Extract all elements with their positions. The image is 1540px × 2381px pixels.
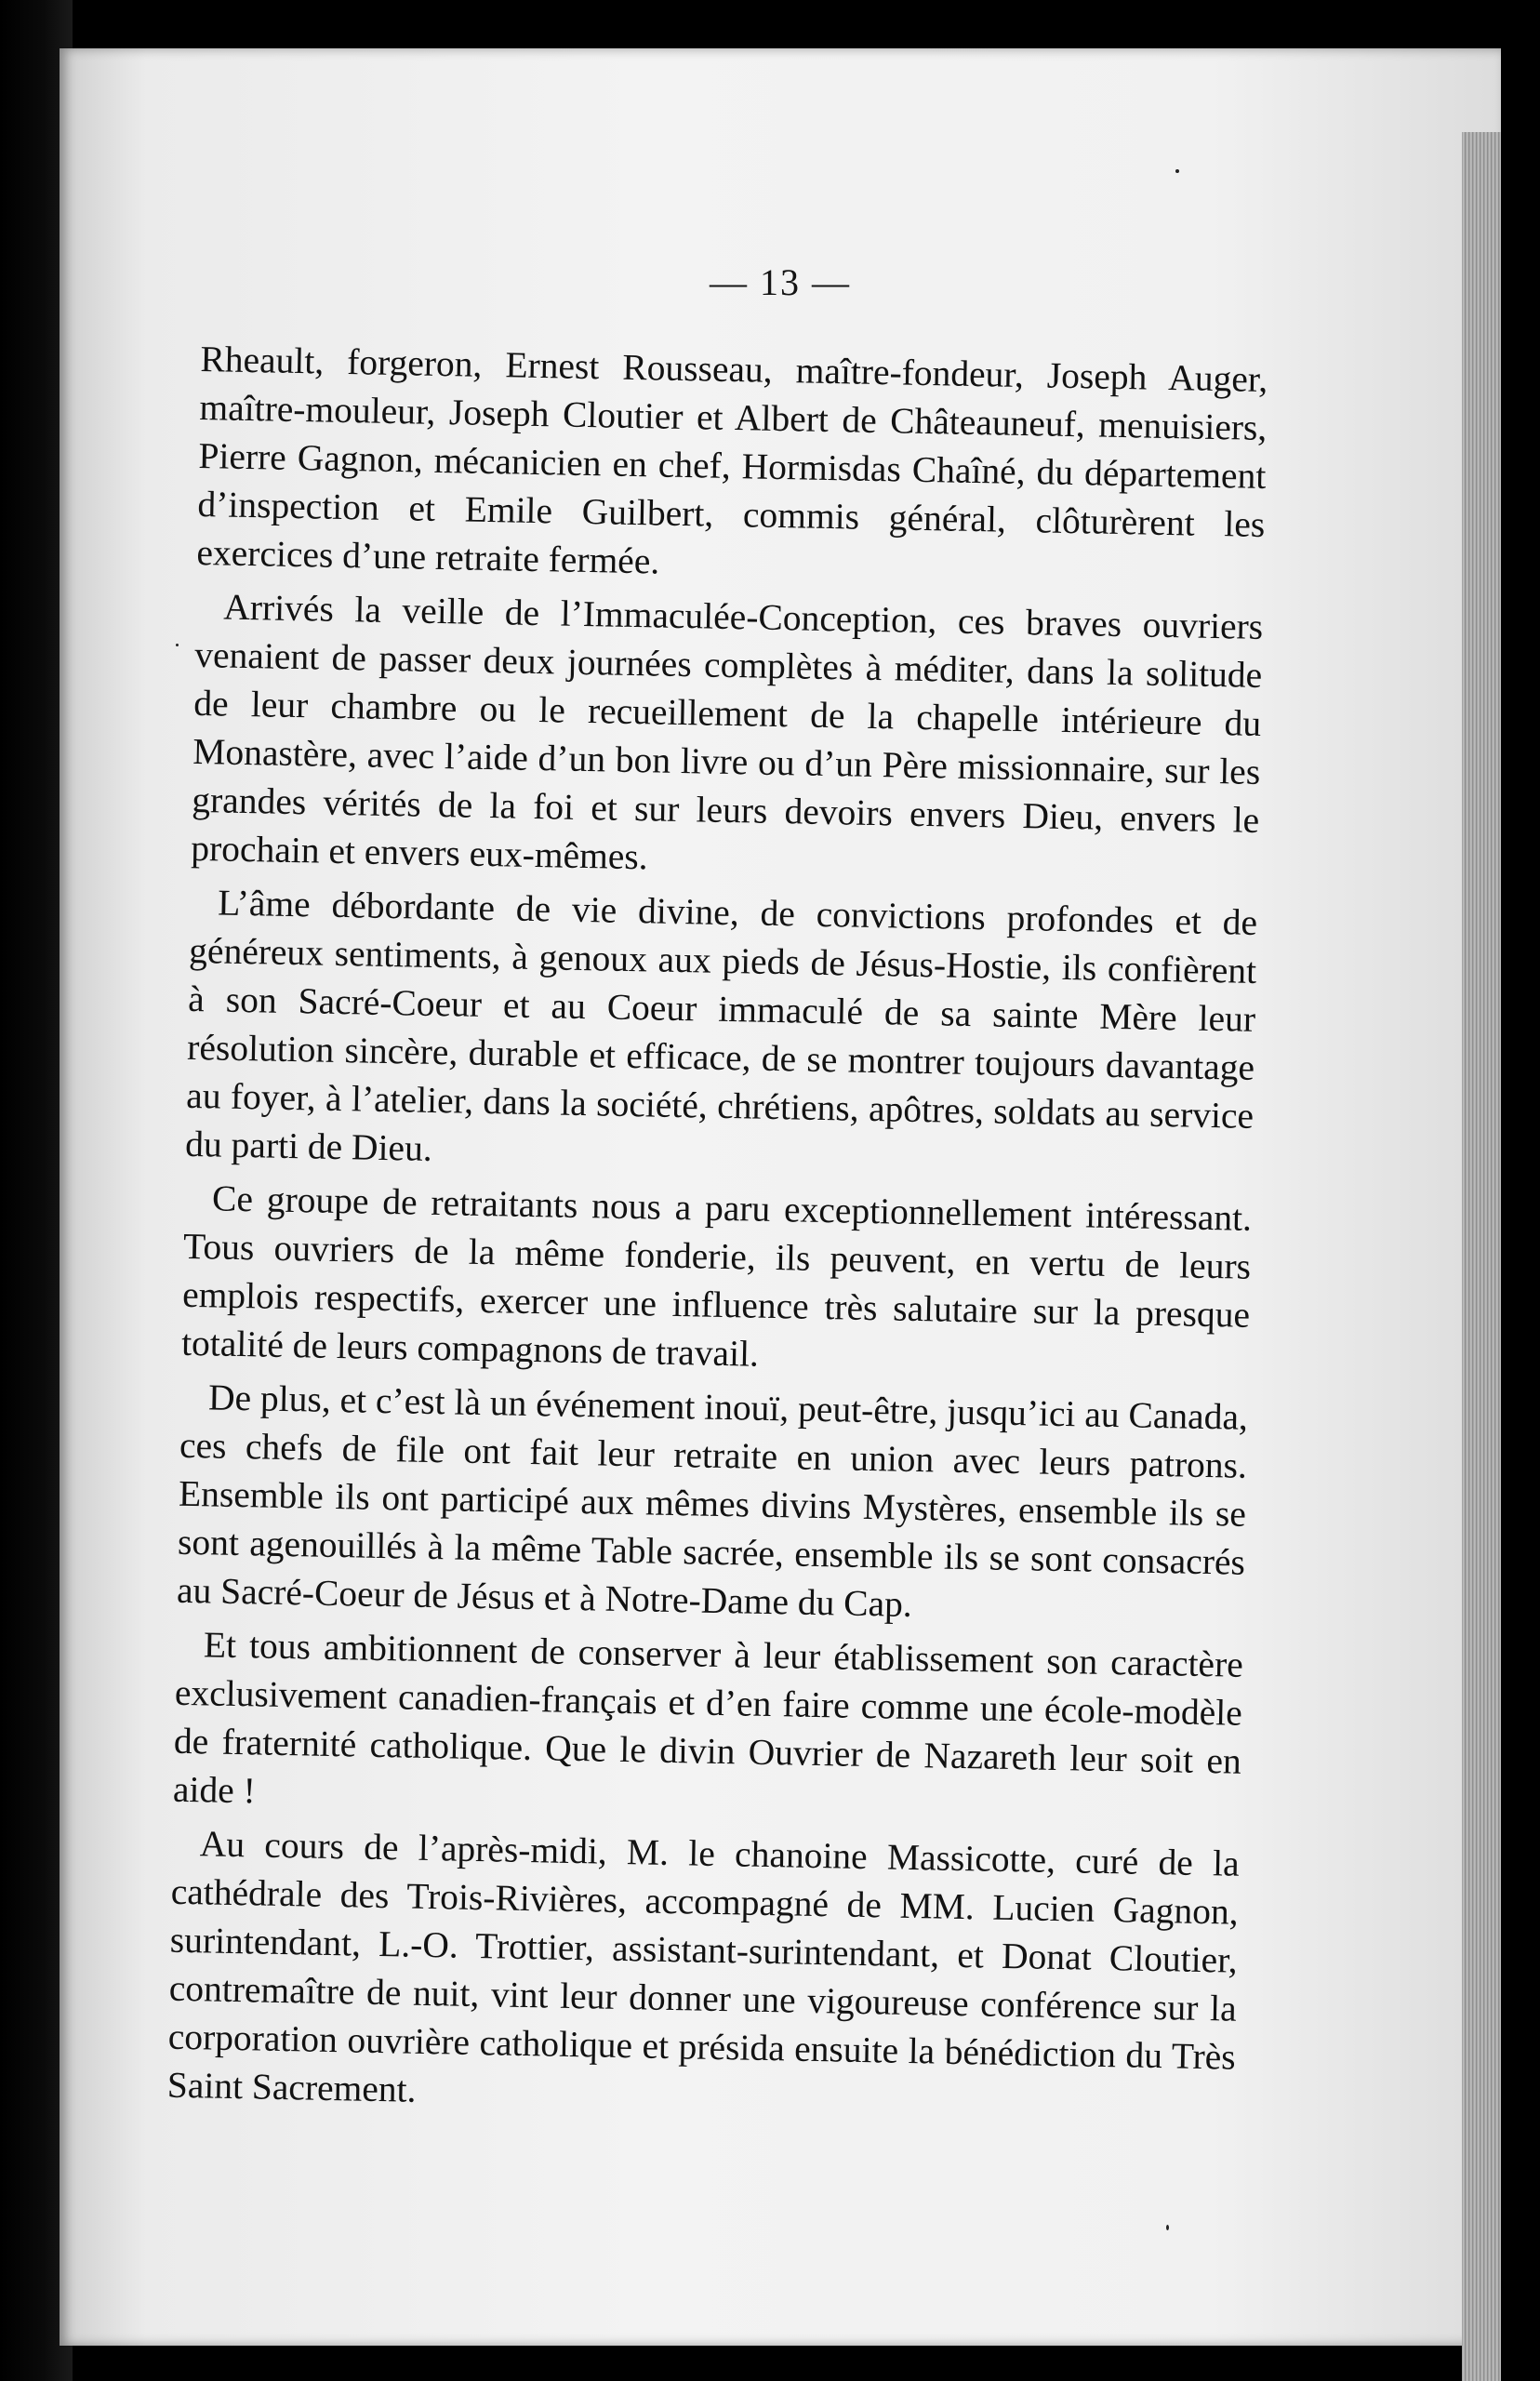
dust-speck [176,644,179,646]
paragraph-7: Au cours de l’après-midi, M. le chanoine Massicotte, curé de la cathédrale des Trois-Rivières, accompagné de MM. Lucien Gagnon, surintendant, L.-O. Trottier, assistant-surintendant, et Donat Cloutier, contremaître de nuit, vint leur donner une vigoureuse conférence sur la corporation ouvrière catholique et présida ensuite la bénédiction du Très Saint Sacrement. [166,1823,1241,2110]
page-number: — 13 — [710,261,851,303]
paragraph-5: De plus, et c’est là un événement inouï, peut-être, jusqu’ici au Canada, ces chefs de file ont fait leur retraite en union avec leurs patrons. Ensemble ils ont participé aux mêmes divins Mystères, ensemble ils se sont agenouillés à la même Table sacrée, ensemble ils se sont consacrés au Sacré-Coeur de Jésus et à Notre-Dame du Cap. [176,1377,1249,1625]
paragraph-6: Et tous ambitionnent de conserver à leur établissement son caractère exclusivement canadien-français et d’en faire comme une école-modèle de fraternité catholique. Que le divin Ouvrier de Nazareth leur soit en aide ! [172,1624,1244,1812]
paragraph-2: Arrivés la veille de l’Immaculée-Conception, ces braves ouvriers venaient de passer deux journées complètes à méditer, dans la solitude de leur chambre ou le recueillement de la chapelle intérieure du Monastère, avec l’aide d’un bon livre ou d’un Père missionnaire, sur les grandes vérités de la foi et sur leurs devoirs envers Dieu, envers le prochain et envers eux-mêmes. [190,586,1264,878]
paragraph-1: Rheault, forgeron, Ernest Rousseau, maître-fondeur, Joseph Auger, maître-mouleur, Joseph Cloutier et Albert de Châteauneuf, menuisiers, Pierre Gagnon, mécanicien en chef, Hormisdas Chaîné, du département d’inspection et Emile Guilbert, commis général, clôturèrent les exercices d’une retraite fermée. [196,338,1268,582]
page-stack-edge [1462,132,1501,2381]
body-text [166,335,1268,2135]
book-page [60,48,1501,2346]
paragraph-3: L’âme débordante de vie divine, de convictions profondes et de généreux sentiments, à genoux aux pieds de Jésus-Hostie, ils confièrent à son Sacré-Coeur et au Coeur immaculé de sa sainte Mère leur résolution sincère, durable et efficace, de se montrer toujours davantage au foyer, à l’atelier, dans la société, chrétiens, apôtres, soldats au service du parti de Dieu. [184,882,1258,1169]
paragraph-4: Ce groupe de retraitants nous a paru exceptionnellement intéressant. Tous ouvriers de la même fonderie, ils peuvent, en vertu de leurs emplois respectifs, exercer une influence très salutaire sur la presque totalité de leurs compagnons de travail. [180,1177,1253,1375]
dust-speck [1166,2225,1169,2230]
dust-speck [1175,169,1179,173]
